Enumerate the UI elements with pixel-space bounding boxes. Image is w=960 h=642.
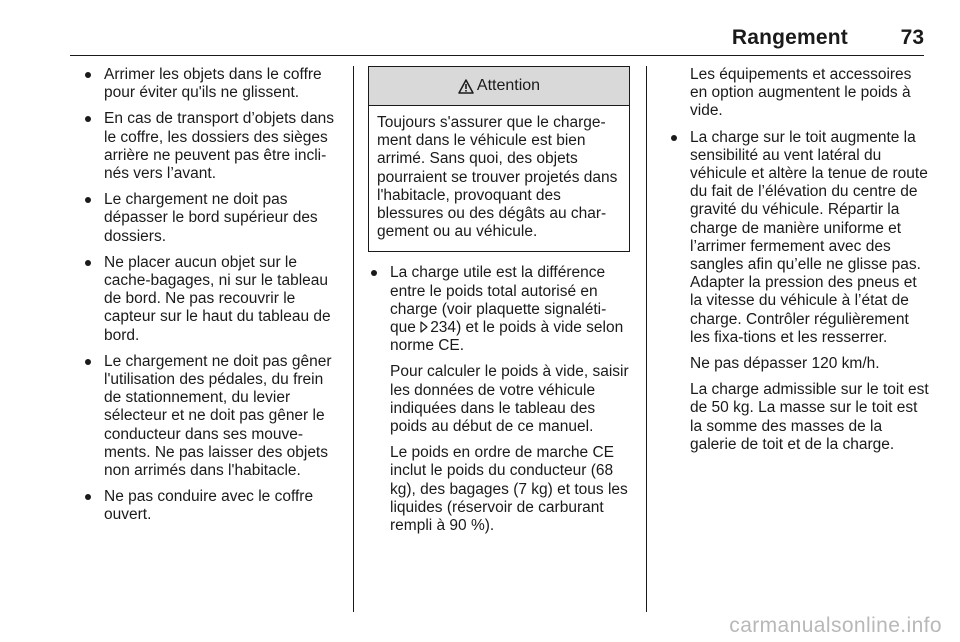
column-divider-left	[353, 66, 354, 612]
page-number: 73	[900, 26, 924, 49]
paragraph: La charge admissible sur le toit est de 50 kg. La masse sur le toit est la somme des masses de la galerie de toit et de la charge.	[690, 381, 929, 453]
list-item: La charge sur le toit augmente la sensibilité au vent latéral du véhicule et altère la tenue de route du fait de l’élévation du centre de gravité du véhicule. Répartir la charge de manière uniforme et l’arrimer fermement avec des sangles afin qu’elle ne glisse pas. Adapter la pression des pneus et la vitesse du véhicule à l’état de charge. Contrôler régulièrement les fixa-tions et les resserrer.	[668, 129, 930, 347]
column-1	[82, 66, 344, 533]
bullet-icon	[85, 494, 91, 500]
bullet-icon	[85, 260, 91, 266]
attention-title: Attention	[476, 76, 541, 94]
bullet-icon	[85, 72, 91, 78]
page-header	[0, 26, 960, 60]
column-3	[668, 66, 930, 462]
column-divider-right	[646, 66, 647, 612]
bullet-list	[82, 66, 344, 525]
watermark: carmanualsonline.info	[729, 614, 942, 637]
warning-icon	[458, 79, 474, 94]
section-title: Rangement	[731, 26, 848, 49]
list-item: Ne placer aucun objet sur le cache-bagages, ni sur le tableau de bord. Ne pas recouvrir le capteur sur le haut du tableau de bord.	[82, 254, 344, 345]
attention-body: Toujours s'assurer que le charge-ment dans le véhicule est bien arrimé. Sans quoi, des objets pourraient se trouver projetés dans l'habitacle, provoquant des blessures ou des dégâts au char-gement ou au véhicule.	[377, 114, 618, 241]
attention-box	[368, 66, 630, 252]
paragraph: Pour calculer le poids à vide, saisir les données de votre véhicule indiquées dans le tableau des poids au début de ce manuel.	[390, 363, 629, 436]
header-rule	[70, 55, 924, 56]
bullet-icon	[85, 197, 91, 203]
list-item: En cas de transport d’objets dans le coffre, les dossiers des sièges arrière ne peuvent pas être incli-nés vers l’avant.	[82, 110, 344, 183]
page-reference-arrow-icon	[420, 321, 428, 333]
list-item: Le chargement ne doit pas gêner l'utilisation des pédales, du frein de stationnement, du levier sélecteur et ne doit pas gêner le conducteur dans ses mouve-ments. Ne pas laisser des objets non arrimés dans l'habitacle.	[82, 353, 344, 480]
paragraph: Les équipements et accessoires en option augmentent le poids à vide.	[690, 66, 912, 120]
paragraph: Le poids en ordre de marche CE inclut le poids du conducteur (68 kg), des bagages (7 kg) et tous les liquides (réservoir de carburant rempli à 90 %).	[390, 444, 628, 535]
page-reference-link[interactable]: 234	[430, 319, 457, 337]
bullet-list	[368, 264, 632, 355]
bullet-icon	[85, 116, 91, 122]
bullet-icon	[371, 270, 377, 276]
paragraph: Ne pas dépasser 120 km/h.	[690, 355, 880, 373]
bullet-list	[668, 129, 930, 347]
list-item: Le chargement ne doit pas dépasser le bord supérieur des dossiers.	[82, 191, 344, 246]
list-item: Ne pas conduire avec le coffre ouvert.	[82, 488, 344, 524]
column-2	[368, 66, 632, 543]
bullet-icon	[85, 359, 91, 365]
list-item: La charge utile est la différence entre le poids total autorisé en charge (voir plaquette signaléti-que 234) et le poids à vide selon norme CE.	[368, 264, 632, 355]
list-item: Arrimer les objets dans le coffre pour éviter qu'ils ne glissent.	[82, 66, 344, 102]
bullet-icon	[671, 135, 677, 141]
attention-header	[369, 67, 629, 106]
